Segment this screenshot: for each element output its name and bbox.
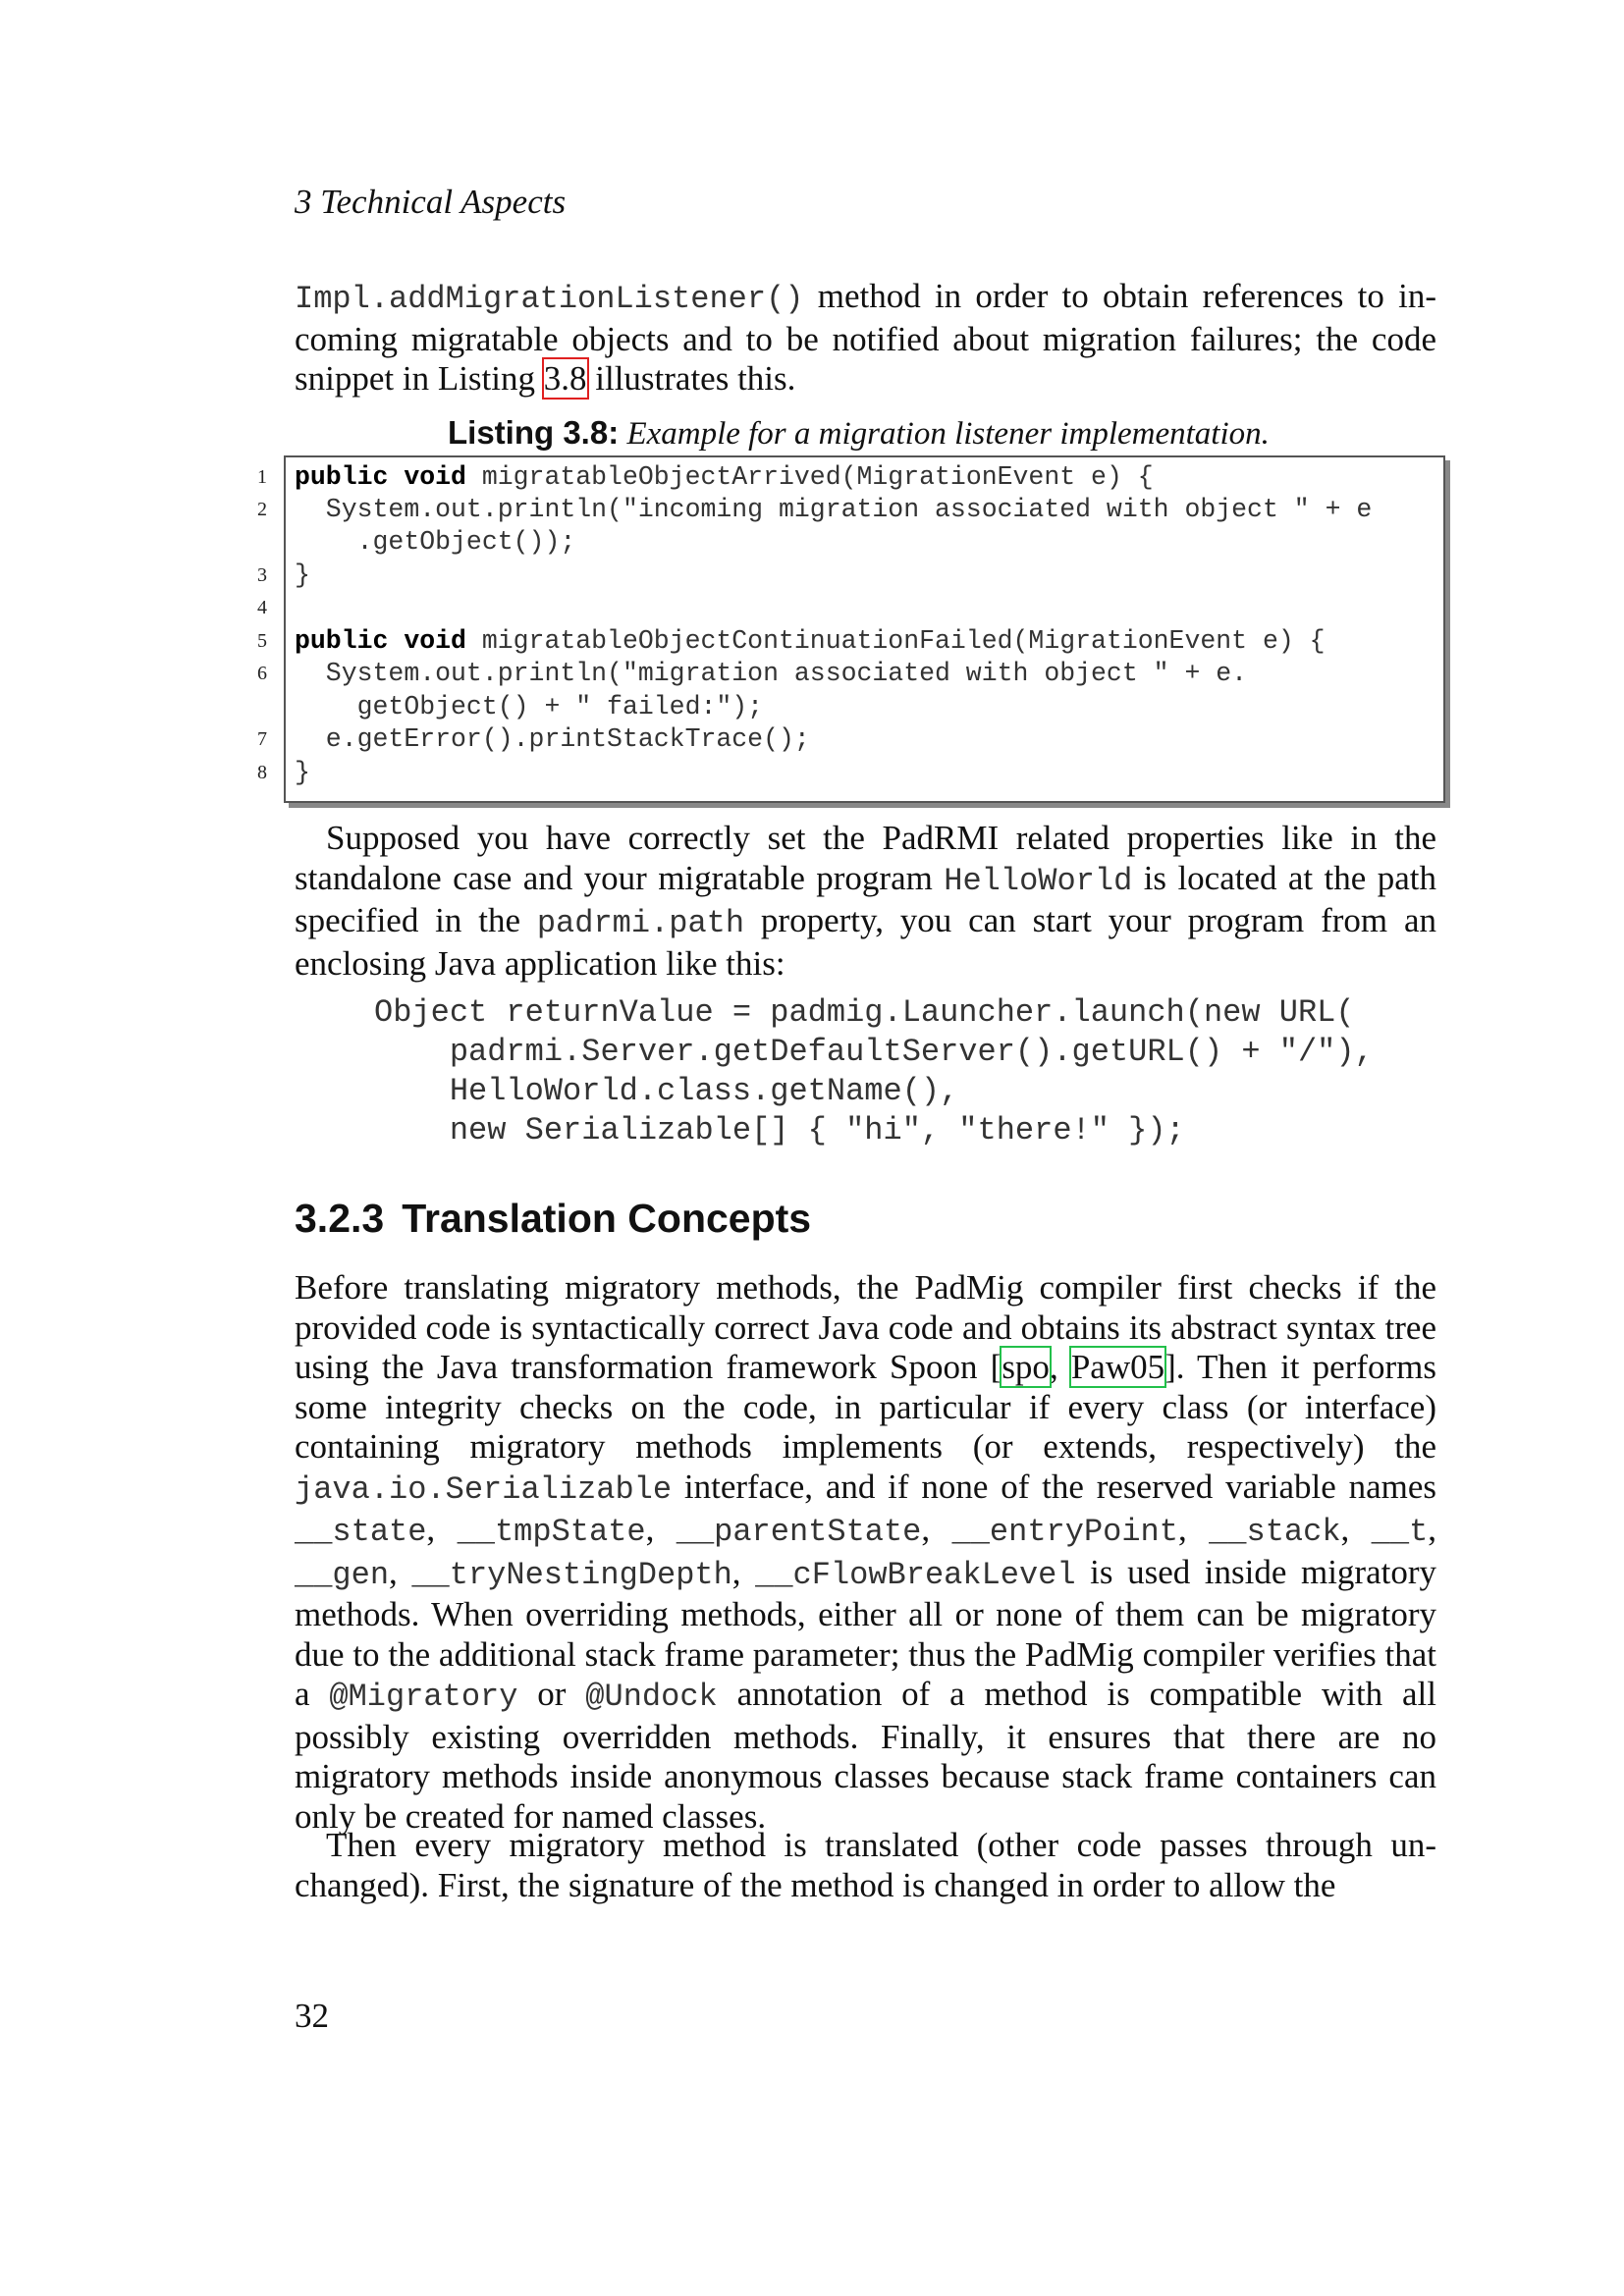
paragraph-text: or	[517, 1675, 586, 1713]
paragraph-text: annotation of a method is compatible with all possibly existing overridden methods. Finally, it ensures that there are no migratory methods inside anonymous classes because stack frame containers can only be created for named classes.	[295, 1675, 1437, 1836]
paragraph-text: ,	[426, 1510, 458, 1548]
paragraph-2	[295, 819, 1436, 984]
inline-code: __gen	[295, 1556, 390, 1593]
paragraph-text: ,	[731, 1552, 756, 1591]
paragraph-3	[295, 1268, 1436, 1837]
citation-link-spo[interactable]: spo	[1001, 1348, 1050, 1386]
code-line: HelloWorld.class.getName(),	[374, 1073, 959, 1109]
paragraph-text: property, you can start your program from an enclosing Java application like this:	[295, 901, 1436, 983]
code-text: getObject() + " failed:");	[295, 692, 764, 721]
running-head: 3 Technical Aspects	[295, 183, 567, 221]
paragraph-text: method in order to obtain references to incoming migratable objects and to be notified about migration failures; the code snippet in Listing	[295, 277, 1436, 398]
citation-link-paw05[interactable]: Paw05	[1070, 1348, 1165, 1386]
inline-code: __stack	[1209, 1514, 1341, 1550]
inline-code: HelloWorld	[944, 862, 1133, 899]
inline-code: __entryPoint	[951, 1514, 1178, 1550]
paragraph-text: ,	[389, 1552, 412, 1591]
code-text: e.getError().printStackTrace();	[295, 724, 810, 754]
code-line: padrmi.Server.getDefaultServer().getURL() + "/"),	[374, 1034, 1374, 1070]
listing-caption-text: Example for a migration listener implementation.	[626, 416, 1270, 452]
code-line-continuation	[295, 526, 575, 559]
section-title: Translation Concepts	[402, 1196, 812, 1241]
code-line: new Serializable[] { "hi", "there!" });	[374, 1112, 1185, 1148]
paragraph-text: ,	[1177, 1510, 1210, 1548]
paragraph-text: ,	[1049, 1348, 1071, 1386]
code-line	[295, 560, 310, 592]
code-line	[295, 494, 1372, 526]
listing-caption	[448, 414, 1270, 453]
line-number: 4	[257, 597, 267, 618]
code-line	[295, 625, 1326, 658]
code-text: System.out.println("migration associated with object " + e.	[295, 659, 1248, 688]
code-text: }	[295, 758, 310, 787]
line-number: 5	[257, 630, 267, 652]
section-heading	[295, 1196, 811, 1242]
code-text: migratableObjectContinuationFailed(MigrationEvent e) {	[465, 626, 1326, 656]
line-number: 2	[257, 499, 267, 520]
inline-code: __tmpState	[457, 1514, 646, 1550]
paragraph-text: ]. Then it performs some integrity checks on the code, in particular if every class (or interface) containing migratory methods implements (or extends, respectively) the	[295, 1348, 1436, 1466]
line-number: 8	[257, 762, 267, 783]
listing-reference-link[interactable]: 3.8	[543, 359, 587, 398]
inline-code: __t	[1371, 1514, 1429, 1550]
paragraph-4: Then every migratory method is translated (other code passes through unchanged). First, the signature of the method is changed in order to allow the	[295, 1826, 1436, 1904]
paragraph-text: is located at the path specified in the	[295, 858, 1436, 939]
code-text: }	[295, 561, 310, 590]
inline-code: __tryNestingDepth	[411, 1556, 732, 1593]
code-keyword: public void	[295, 462, 466, 492]
paragraph-text: ,	[921, 1510, 952, 1548]
inline-code: __parentState	[676, 1514, 922, 1550]
inline-code: __cFlowBreakLevel	[755, 1556, 1076, 1593]
code-keyword: public void	[295, 626, 466, 656]
code-line	[295, 658, 1247, 690]
line-number: 7	[257, 728, 267, 750]
code-line	[295, 461, 1154, 494]
code-text: migratableObjectArrived(MigrationEvent e) {	[465, 462, 1154, 492]
paragraph-text: is used inside migratory methods. When overriding methods, either all or none of them can be migratory due to the additional stack frame parameter; thus the PadMig compiler verifies that a	[295, 1552, 1437, 1713]
paragraph-text: Before translating migratory methods, the PadMig compiler first checks if the provided code is syntactically correct Java code and obtains its abstract syntax tree using the Java transformation framework Spoon [	[295, 1268, 1436, 1386]
paragraph-text: Supposed you have correctly set the PadRMI related properties like in the standalone case and your migratable program	[295, 819, 1436, 897]
code-text: System.out.println("incoming migration associated with object " + e	[295, 495, 1373, 524]
code-line	[295, 723, 810, 756]
paragraph-text: illustrates this.	[586, 359, 796, 398]
paragraph-text: interface, and if none of the reserved variable names	[672, 1467, 1436, 1506]
inline-code: Impl.addMigrationListener()	[295, 281, 804, 317]
paragraph-text: ,	[1340, 1510, 1372, 1548]
intro-paragraph	[295, 277, 1436, 400]
page-number: 32	[295, 1997, 329, 2035]
inline-code: __state	[295, 1514, 427, 1550]
inline-code: @Migratory	[329, 1679, 518, 1715]
listing-label: Listing 3.8:	[448, 414, 620, 451]
section-number: 3.2.3	[295, 1196, 385, 1241]
paragraph-text: ,	[1428, 1510, 1437, 1548]
line-number: 6	[257, 663, 267, 684]
code-text: .getObject());	[295, 527, 576, 557]
inline-code: java.io.Serializable	[295, 1470, 673, 1508]
code-line: Object returnValue = padmig.Launcher.launch(new URL(	[374, 994, 1355, 1031]
inline-code: @Undock	[585, 1679, 718, 1715]
line-number: 1	[257, 466, 267, 488]
code-line	[295, 757, 310, 789]
line-number: 3	[257, 564, 267, 586]
code-line-continuation	[295, 691, 763, 723]
inline-code: padrmi.path	[536, 905, 745, 941]
paragraph-text: ,	[645, 1510, 677, 1548]
